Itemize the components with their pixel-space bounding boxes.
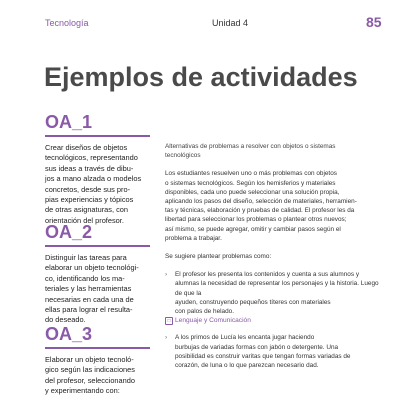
objective-oa2 (45, 222, 150, 326)
objective-code: OA_2 (45, 222, 150, 247)
page-number: 85 (366, 14, 382, 30)
objective-oa1 (45, 112, 150, 226)
activities-prompt: Se sugiere plantear problemas como: (165, 253, 272, 261)
list-item (165, 333, 385, 370)
subject-badge (165, 316, 385, 325)
page-title: Ejemplos de actividades (44, 62, 358, 92)
objective-description: Distinguir las tareas para elaborar un objeto tecnológi- co, identificando los ma- teriales y las herramientas necesarias en cada una de ellas para lograr el resulta- do deseado. (45, 253, 139, 325)
list-item-text: El profesor les presenta los contenidos y cuenta a sus alumnos y alumnas la necesidad de representar los personajes y la historia. Luego de que la ayuden, construyendo pequeños títeres con materiales con palos de helado. (175, 271, 379, 316)
activities-paragraph: Los estudiantes resuelven uno o más problemas con objetos o sistemas tecnológicos. Según los hemisferios y materiales disponibles, cada uno puede seleccionar una solución propia, aplicando los pasos del diseño, selección de materiales, herramien- tas y técnicas, elaboración y pruebas de calidad. El profesor les da libertad para seleccionar los problemas o plantear otros nuevos; así mismo, se puede agregar, omitir y cambiar pasos según el problema a trabajar. (165, 170, 357, 242)
activities-title: Alternativas de problemas a resolver con objetos o sistemas tecnológicos (165, 143, 336, 160)
subject-badge-label: Lenguaje y Comunicación (175, 317, 251, 325)
activities-column (165, 142, 385, 370)
objective-code: OA_1 (45, 112, 150, 137)
objective-description: Elaborar un objeto tecnoló- gico según las indicaciones del profesor, seleccionando y experimentando con: (45, 355, 135, 396)
objective-oa3 (45, 324, 150, 397)
list-item (165, 270, 385, 316)
objective-description: Crear diseños de objetos tecnológicos, representando sus ideas a través de dibu- jos a mano alzada o modelos concretos, desde sus pro- pias experiencias y tópicos de otras asignaturas, con orientación del profesor. (45, 143, 142, 225)
page-header (0, 0, 400, 34)
objective-code: OA_3 (45, 324, 150, 349)
subject-label: Tecnología (45, 18, 89, 28)
bullet-icon: › (165, 271, 168, 279)
bullet-icon: › (165, 334, 168, 342)
list-item-text: A los primos de Lucía les encanta jugar haciendo burbujas de variadas formas con jabón o detergente. Una posibilidad es construir varitas que tengan formas variadas de corazón, de luna o lo que parezcan necesario dad. (175, 334, 351, 370)
unit-label: Unidad 4 (212, 18, 249, 28)
book-icon: □ (165, 317, 173, 325)
